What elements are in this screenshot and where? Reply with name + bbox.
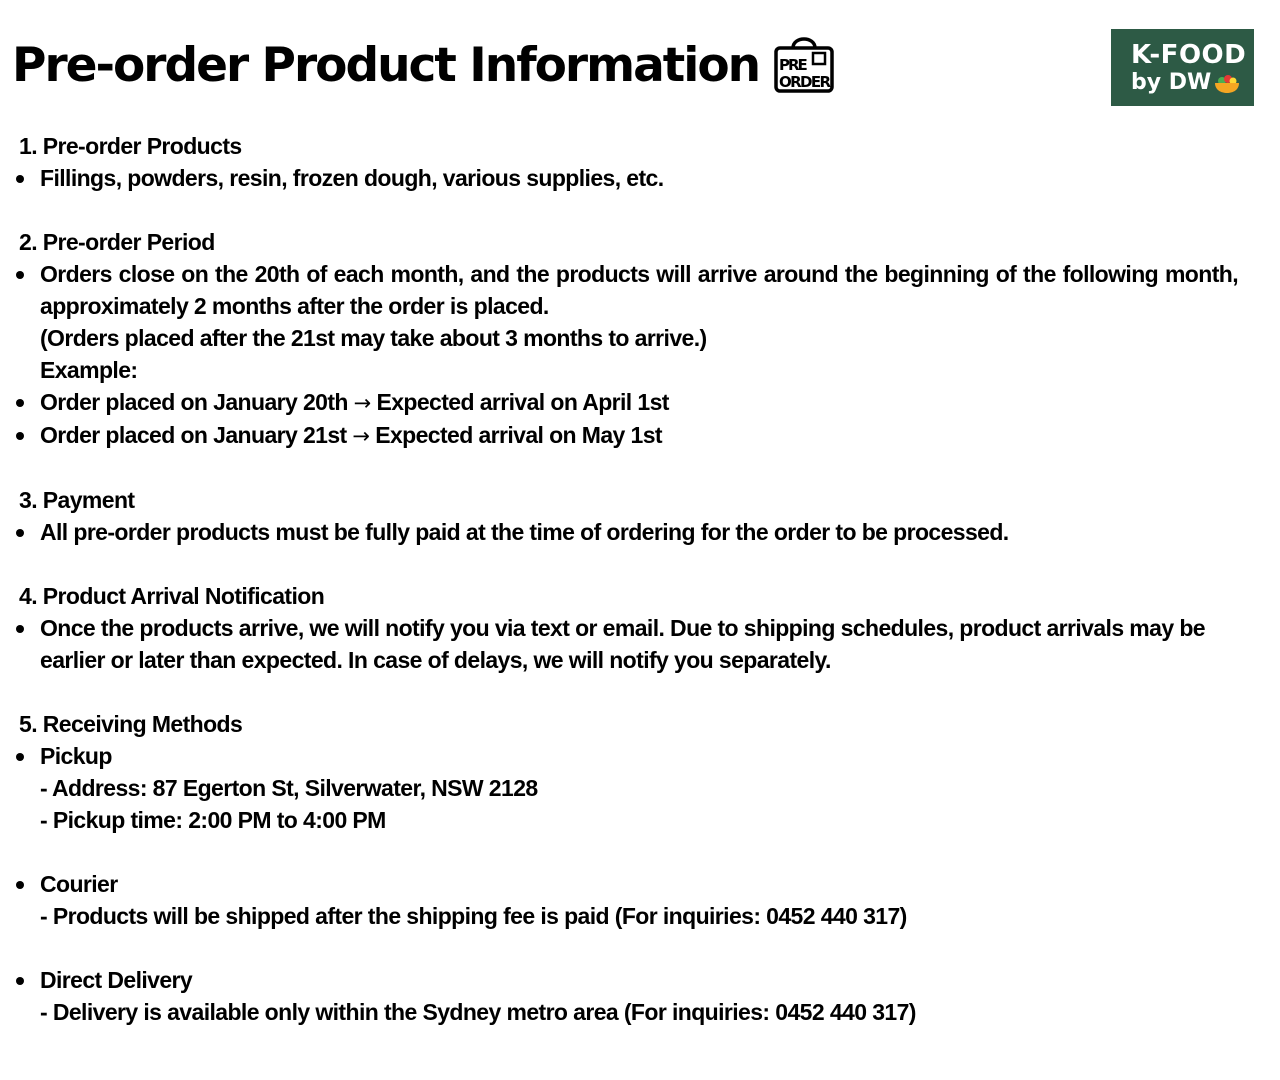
list-item — [18, 516, 1238, 548]
bullet-icon — [16, 753, 24, 761]
list-item — [18, 258, 1238, 322]
bullet-icon — [16, 432, 24, 440]
pre-order-icon-top-text: PRE — [779, 56, 806, 74]
pre-order-icon-bottom-text: ORDER — [779, 73, 830, 91]
example-arrival: Expected arrival on April 1st — [376, 389, 669, 415]
list-item — [18, 612, 1238, 676]
logo-line-2 — [1131, 70, 1254, 96]
pickup-label: Pickup — [40, 743, 112, 769]
brand-logo — [1111, 29, 1254, 106]
list-item-text: Fillings, powders, resin, frozen dough, various supplies, etc. — [40, 165, 664, 191]
list-item-text: All pre-order products must be fully paid at the time of ordering for the order to be processed. — [40, 519, 1009, 545]
section-title-notification: 4. Product Arrival Notification — [19, 583, 325, 609]
bullet-icon — [16, 271, 24, 279]
delivery-detail: - Delivery is available only within the Sydney metro area (For inquiries: 0452 440 317) — [40, 999, 916, 1025]
bullet-icon — [16, 399, 24, 407]
list-item-delivery — [18, 964, 1238, 996]
pickup-address: - Address: 87 Egerton St, Silverwater, NSW 2128 — [40, 775, 538, 801]
section-title-receiving: 5. Receiving Methods — [19, 711, 243, 737]
pickup-time: - Pickup time: 2:00 PM to 4:00 PM — [40, 807, 386, 833]
list-item-text: Orders close on the 20th of each month, and the products will arrive around the beginning of the following month, approximately 2 months after the order is placed. — [40, 261, 1238, 319]
section-title-products: 1. Pre-order Products — [19, 133, 242, 159]
section-title-payment: 3. Payment — [19, 487, 135, 513]
bullet-icon — [16, 175, 24, 183]
courier-detail: - Products will be shipped after the shipping fee is paid (For inquiries: 0452 440 317) — [40, 903, 907, 929]
bullet-icon — [16, 529, 24, 537]
pre-order-box-icon — [773, 34, 835, 94]
courier-label: Courier — [40, 871, 118, 897]
bullet-icon — [16, 977, 24, 985]
bullet-icon — [16, 881, 24, 889]
list-item — [18, 162, 1238, 194]
example-arrival: Expected arrival on May 1st — [375, 422, 662, 448]
list-item-text: Once the products arrive, we will notify you via text or email. Due to shipping schedules, product arrivals may be earlier or later than expected. In case of delays, we will notify you separately. — [40, 615, 1205, 673]
example-order: Order placed on January 21st — [40, 422, 347, 448]
example-order: Order placed on January 20th — [40, 389, 348, 415]
example-item — [18, 386, 1238, 419]
logo-line-1: K-FOOD — [1131, 39, 1247, 70]
example-label: Example: — [40, 357, 138, 383]
period-note: (Orders placed after the 21st may take about 3 months to arrive.) — [40, 325, 707, 351]
food-bowl-icon — [1214, 72, 1240, 94]
logo-line-2-text: by DW — [1131, 69, 1212, 95]
example-item — [18, 419, 1238, 452]
section-title-period: 2. Pre-order Period — [19, 229, 215, 255]
right-arrow-icon: → — [353, 391, 371, 415]
delivery-label: Direct Delivery — [40, 967, 193, 993]
list-item-pickup — [18, 740, 1238, 772]
list-item-courier — [18, 868, 1238, 900]
pre-order-info — [18, 130, 1238, 1028]
bullet-icon — [16, 625, 24, 633]
right-arrow-icon: → — [352, 424, 370, 448]
page-title — [12, 36, 835, 96]
page-title-text: Pre-order Product Information — [12, 38, 760, 93]
